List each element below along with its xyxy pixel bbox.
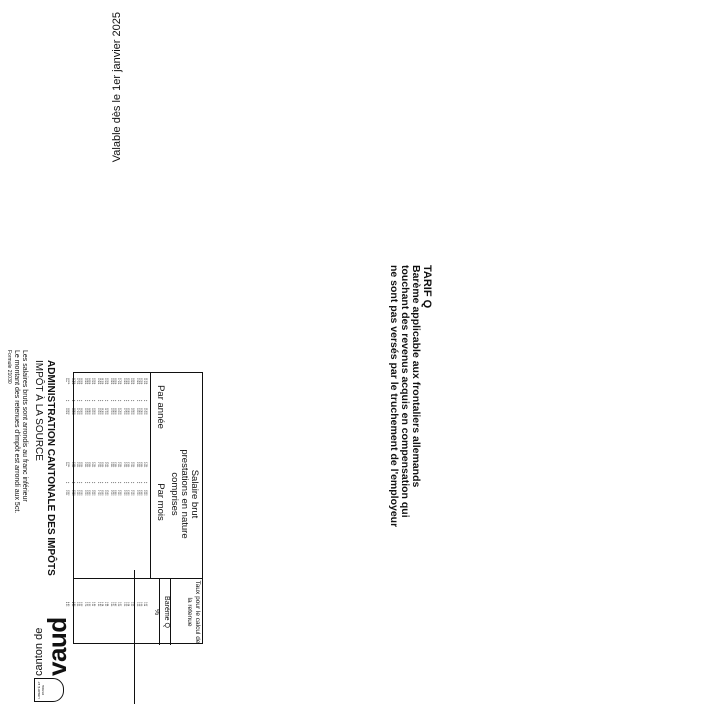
- rate-value: 2.11: [90, 602, 93, 607]
- year-from: 27'601: [116, 378, 119, 385]
- year-to: 38'400: [73, 408, 76, 415]
- rate-value: 0.25: [125, 602, 127, 607]
- month-to: 2'350: [116, 490, 119, 496]
- table-row: [83, 372, 89, 644]
- range-separator: à: [88, 482, 91, 484]
- rate-value: 0.18: [137, 602, 140, 607]
- year-to: 24'600: [132, 408, 135, 415]
- month-from: 2'351: [114, 462, 117, 468]
- month-from: Dès: [64, 462, 67, 466]
- table-row: [75, 372, 83, 644]
- range-separator: à: [112, 400, 115, 402]
- year-to: 22'800: [140, 408, 143, 415]
- month-to: 2'100: [129, 490, 132, 496]
- month-from: 2'451: [109, 462, 112, 468]
- year-from: 21'001: [145, 378, 147, 385]
- table-row: [116, 372, 118, 644]
- month-from: 2'101: [127, 462, 130, 468]
- year-to: 36'600: [80, 408, 83, 415]
- range-separator: à: [125, 400, 127, 402]
- range-separator: à: [142, 400, 145, 402]
- month-from: 1'801: [142, 462, 145, 468]
- table-row: [75, 372, 77, 644]
- range-separator: à: [83, 482, 86, 484]
- month-to: 3'300: [67, 490, 70, 496]
- range-separator: à: [129, 482, 132, 484]
- range-separator: à: [86, 482, 89, 484]
- range-separator: à: [132, 400, 135, 402]
- range-separator: à: [93, 400, 96, 402]
- range-separator: à: [101, 400, 104, 402]
- range-separator: à: [77, 400, 80, 402]
- header-bareme: Barème Q: [159, 578, 173, 645]
- range-separator: à: [73, 400, 76, 402]
- table-row: [103, 372, 109, 644]
- month-from: 2'051: [129, 462, 132, 468]
- year-from: 21'601: [142, 378, 145, 385]
- range-separator: à: [83, 400, 86, 402]
- shield-icon: LIBERTÉ ET PATRIE: [34, 678, 64, 702]
- range-separator: à: [103, 482, 106, 484]
- year-from: 36'001: [80, 378, 83, 385]
- month-from: 1'851: [140, 462, 143, 468]
- year-from: 27'001: [119, 378, 122, 385]
- rate-value: 0.84: [106, 602, 109, 607]
- month-from: 2'301: [116, 462, 119, 468]
- table-row: [109, 372, 111, 644]
- year-to: 35'400: [86, 408, 89, 415]
- range-separator: à: [140, 400, 143, 402]
- year-from: 34'801: [86, 378, 89, 385]
- year-from: 28'201: [114, 378, 117, 385]
- month-to: 2'650: [101, 490, 104, 496]
- year-from: 36'601: [77, 378, 80, 385]
- table-row: [129, 372, 131, 644]
- year-from: 35'401: [83, 378, 86, 385]
- year-from: 25'801: [125, 378, 127, 385]
- month-from: 2'651: [99, 462, 102, 468]
- rate-value: 0.42: [114, 602, 117, 607]
- range-separator: à: [64, 482, 67, 484]
- year-to: 27'000: [122, 408, 125, 415]
- month-from: 3'201: [70, 462, 73, 468]
- range-separator: à: [114, 482, 117, 484]
- tarif-line-1: Barème applicable aux frontaliers allemands: [410, 265, 422, 488]
- tax-table: [64, 372, 203, 644]
- year-to: 25'200: [129, 408, 132, 415]
- header-rule: [150, 372, 151, 578]
- header-rate: Taux pour le calcul de la retenue: [170, 578, 203, 645]
- admin-subtitle: IMPÔT À LA SOURCE: [33, 360, 44, 461]
- table-row: [137, 372, 143, 644]
- rate-value: 1.86: [93, 602, 96, 607]
- year-to: 31'800: [101, 408, 104, 415]
- month-from: 2'401: [112, 462, 115, 468]
- month-to: 2'550: [106, 490, 109, 496]
- range-separator: à: [103, 400, 106, 402]
- rate-value: 3.83: [73, 602, 76, 607]
- month-to: 2'900: [88, 490, 91, 496]
- range-separator: à: [99, 400, 102, 402]
- rate-value: 0.26: [122, 602, 125, 607]
- month-to: 2'300: [119, 490, 122, 496]
- month-to: 1'850: [142, 490, 145, 496]
- table-row: [64, 372, 70, 644]
- range-separator: à: [93, 482, 96, 484]
- month-from: 3'151: [73, 462, 76, 468]
- month-to: 1'800: [145, 490, 147, 496]
- month-from: 2'251: [119, 462, 122, 468]
- rate-value: 0.57: [112, 602, 115, 607]
- month-from: 2'851: [88, 462, 91, 468]
- header-salary: Salaire brut prestations en nature comprises: [169, 449, 200, 539]
- month-to: 3'200: [73, 490, 76, 496]
- validity-date: Valable dès le 1er janvier 2025: [111, 12, 123, 163]
- range-separator: à: [145, 400, 147, 402]
- range-separator: à: [70, 482, 73, 484]
- header-month: Par mois: [155, 483, 166, 521]
- rate-value: 4.40: [67, 602, 70, 607]
- table-row: [122, 372, 124, 644]
- range-separator: à: [106, 400, 109, 402]
- year-from: 34'201: [88, 378, 91, 385]
- month-to: 2'750: [96, 490, 99, 496]
- footer-line-1: Les salaires bruts sont arrondis au franc inférieur: [21, 350, 28, 502]
- table-row: [64, 372, 70, 644]
- rate-value: 4.15: [70, 602, 73, 607]
- range-separator: à: [122, 400, 125, 402]
- year-to: 36'000: [83, 408, 86, 415]
- year-to: 39'601: [64, 408, 67, 415]
- rate-value: 0.21: [132, 602, 135, 607]
- range-separator: à: [114, 400, 117, 402]
- year-from: 24'601: [129, 378, 132, 385]
- table-row: [96, 372, 98, 644]
- year-to: 33'000: [96, 408, 99, 415]
- year-to: 28'200: [116, 408, 119, 415]
- range-separator: à: [86, 400, 89, 402]
- range-separator: à: [109, 482, 112, 484]
- month-to: 2'850: [90, 490, 93, 496]
- month-to: 2'450: [112, 490, 115, 496]
- year-to: 33'600: [93, 408, 96, 415]
- range-separator: à: [112, 482, 115, 484]
- rate-value: 1.02: [103, 602, 106, 607]
- year-to: 30'000: [109, 408, 112, 415]
- year-to: 34'800: [88, 408, 91, 415]
- rate-value: 0.12: [145, 602, 147, 607]
- year-to: 27'600: [119, 408, 122, 415]
- rate-value: 0.22: [129, 602, 132, 607]
- table-row: [122, 372, 130, 644]
- month-to: 2'800: [93, 490, 96, 496]
- month-from: 1'751: [145, 462, 147, 468]
- range-separator: à: [140, 482, 143, 484]
- year-to: 25'800: [127, 408, 130, 415]
- month-from: 2'801: [90, 462, 93, 468]
- logo-canton-text: canton de: [33, 627, 45, 676]
- year-to: 39'600: [67, 408, 70, 415]
- range-separator: à: [75, 400, 78, 402]
- tarif-title: TARIF Q: [421, 265, 433, 309]
- table-row: [96, 372, 104, 644]
- month-to: 3'000: [83, 490, 86, 496]
- month-to: 2'600: [103, 490, 106, 496]
- rate-value: 3.03: [80, 602, 83, 607]
- year-to: 32'400: [99, 408, 102, 415]
- table-row: [88, 372, 90, 644]
- month-to: 2'200: [125, 490, 127, 496]
- year-from: 32'401: [96, 378, 99, 385]
- table-row: [70, 372, 76, 644]
- year-to: 30'600: [106, 408, 109, 415]
- range-separator: à: [145, 482, 147, 484]
- admin-title: ADMINISTRATION CANTONALE DES IMPÔTS: [45, 360, 56, 576]
- month-from: 2'201: [122, 462, 125, 468]
- rate-value: 3.31: [77, 602, 80, 607]
- footer-line-2: Le montant des retenues d'impôt est arrondi aux 5ct.: [13, 350, 20, 514]
- year-from: 29'401: [109, 378, 112, 385]
- year-to: 37'200: [77, 408, 80, 415]
- range-separator: à: [75, 482, 78, 484]
- month-to: 2'500: [109, 490, 112, 496]
- rate-value: 0.27: [119, 602, 122, 607]
- range-separator: à: [135, 400, 138, 402]
- year-to: 31'200: [103, 408, 106, 415]
- month-to: 2'700: [99, 490, 102, 496]
- year-to: 39'000: [70, 408, 73, 415]
- range-separator: à: [96, 400, 99, 402]
- rate-value: 0.16: [140, 602, 143, 607]
- month-from: 2'501: [106, 462, 109, 468]
- month-to: 3'100: [77, 490, 80, 496]
- year-from: 38'401: [70, 378, 73, 385]
- header-percent: %: [150, 578, 160, 645]
- year-from: 23'401: [135, 378, 138, 385]
- range-separator: à: [119, 400, 122, 402]
- rate-value: 1.24: [101, 602, 104, 607]
- month-to: 2'400: [114, 490, 117, 496]
- rate-value: 0.28: [116, 602, 119, 607]
- year-from: 28'801: [112, 378, 115, 385]
- range-separator: à: [64, 400, 67, 402]
- year-to: 28'800: [114, 408, 117, 415]
- month-from: 2'751: [93, 462, 96, 468]
- month-from: 2'151: [125, 462, 127, 468]
- year-from: 31'801: [99, 378, 102, 385]
- table-row: [135, 372, 143, 644]
- table-row: [77, 372, 83, 644]
- year-from: 31'201: [101, 378, 104, 385]
- range-separator: à: [67, 400, 70, 402]
- month-from: 2'951: [83, 462, 86, 468]
- range-separator: à: [132, 482, 135, 484]
- year-from: 25'201: [127, 378, 130, 385]
- range-separator: à: [80, 482, 83, 484]
- range-separator: à: [116, 482, 119, 484]
- range-separator: à: [129, 400, 132, 402]
- year-from: 26'401: [122, 378, 125, 385]
- month-from: 2'901: [86, 462, 89, 468]
- year-from: 33'601: [90, 378, 93, 385]
- rate-value: 0.24: [127, 602, 130, 607]
- header-year: Par année: [155, 385, 166, 429]
- month-to: 1'950: [137, 490, 140, 496]
- range-separator: à: [90, 400, 93, 402]
- range-separator: à: [67, 482, 70, 484]
- logo-brand-text: vaud: [42, 617, 72, 676]
- year-from: 30'601: [103, 378, 106, 385]
- range-separator: à: [116, 400, 119, 402]
- year-to: 22'200: [142, 408, 145, 415]
- year-from: 22'801: [137, 378, 140, 385]
- month-from: 3'001: [80, 462, 83, 468]
- rate-value: 2.32: [88, 602, 91, 607]
- month-from: 2'601: [101, 462, 104, 468]
- rate-value: 4.50: [64, 602, 67, 607]
- range-separator: à: [77, 482, 80, 484]
- month-to: 2'950: [86, 490, 89, 496]
- rate-value: 0.14: [142, 602, 145, 607]
- range-separator: à: [119, 482, 122, 484]
- year-to: 23'400: [137, 408, 140, 415]
- footer-formula: Formule 21030: [6, 350, 12, 384]
- range-separator: à: [80, 400, 83, 402]
- year-from: 22'201: [140, 378, 143, 385]
- month-to: 2'050: [132, 490, 135, 496]
- tarif-line-3: ne sont pas versés par le truchement de l'employeur: [388, 265, 400, 528]
- month-from: 1'951: [135, 462, 138, 468]
- rate-value: 0.19: [135, 602, 138, 607]
- table-row: [116, 372, 122, 644]
- year-to: 21'600: [145, 408, 147, 415]
- range-separator: à: [142, 482, 145, 484]
- range-separator: à: [90, 482, 93, 484]
- range-separator: à: [127, 482, 130, 484]
- table-row: [109, 372, 117, 644]
- range-separator: à: [122, 482, 125, 484]
- range-separator: à: [106, 482, 109, 484]
- rate-value: 2.52: [86, 602, 89, 607]
- range-separator: à: [70, 400, 73, 402]
- table-row: [142, 372, 144, 644]
- year-from: 30'001: [106, 378, 109, 385]
- year-from: Dès: [64, 378, 67, 382]
- year-to: 29'400: [112, 408, 115, 415]
- table-row: [70, 372, 76, 644]
- range-separator: à: [96, 482, 99, 484]
- year-from: 33'001: [93, 378, 96, 385]
- month-from: 3'101: [75, 462, 78, 468]
- rate-value: 3.56: [75, 602, 78, 607]
- rate-value: 1.66: [96, 602, 99, 607]
- year-from: 24'001: [132, 378, 135, 385]
- range-separator: à: [109, 400, 112, 402]
- table-row: [142, 372, 147, 644]
- rate-value: 1.43: [99, 602, 102, 607]
- month-from: 1'901: [137, 462, 140, 468]
- range-separator: à: [73, 482, 76, 484]
- rate-value: 0.69: [109, 602, 112, 607]
- range-separator: à: [88, 400, 91, 402]
- year-to: 34'200: [90, 408, 93, 415]
- table-row: [103, 372, 109, 644]
- month-to: 1'900: [140, 490, 143, 496]
- month-to: 3'301: [64, 490, 67, 496]
- table-row: [90, 372, 96, 644]
- month-to: 2'150: [127, 490, 130, 496]
- month-to: 2'250: [122, 490, 125, 496]
- tarif-line-2: touchant des revenus acquis en compensation qui: [399, 265, 411, 518]
- range-separator: à: [137, 400, 140, 402]
- rate-value: 2.79: [83, 602, 86, 607]
- month-from: 3'251: [67, 462, 70, 468]
- range-separator: à: [99, 482, 102, 484]
- month-from: 2'551: [103, 462, 106, 468]
- year-to: 24'000: [135, 408, 138, 415]
- month-to: 3'150: [75, 490, 78, 496]
- range-separator: à: [127, 400, 130, 402]
- range-separator: à: [135, 482, 138, 484]
- table-row: [114, 372, 116, 644]
- month-from: 2'001: [132, 462, 135, 468]
- table-row: [101, 372, 103, 644]
- table-row: [129, 372, 135, 644]
- month-from: 3'051: [77, 462, 80, 468]
- year-from: 37'201: [75, 378, 78, 385]
- table-row: [88, 372, 96, 644]
- month-to: 3'250: [70, 490, 73, 496]
- year-to: 26'400: [125, 408, 127, 415]
- month-from: 2'701: [96, 462, 99, 468]
- year-from: 37'801: [73, 378, 76, 385]
- table-row: [83, 372, 89, 644]
- year-to: 37'800: [75, 408, 78, 415]
- year-from: 39'001: [67, 378, 70, 385]
- month-to: 3'050: [80, 490, 83, 496]
- table-row: [135, 372, 137, 644]
- range-separator: à: [137, 482, 140, 484]
- range-separator: à: [125, 482, 127, 484]
- month-to: 2'000: [135, 490, 138, 496]
- range-separator: à: [101, 482, 104, 484]
- table-row: [127, 372, 129, 644]
